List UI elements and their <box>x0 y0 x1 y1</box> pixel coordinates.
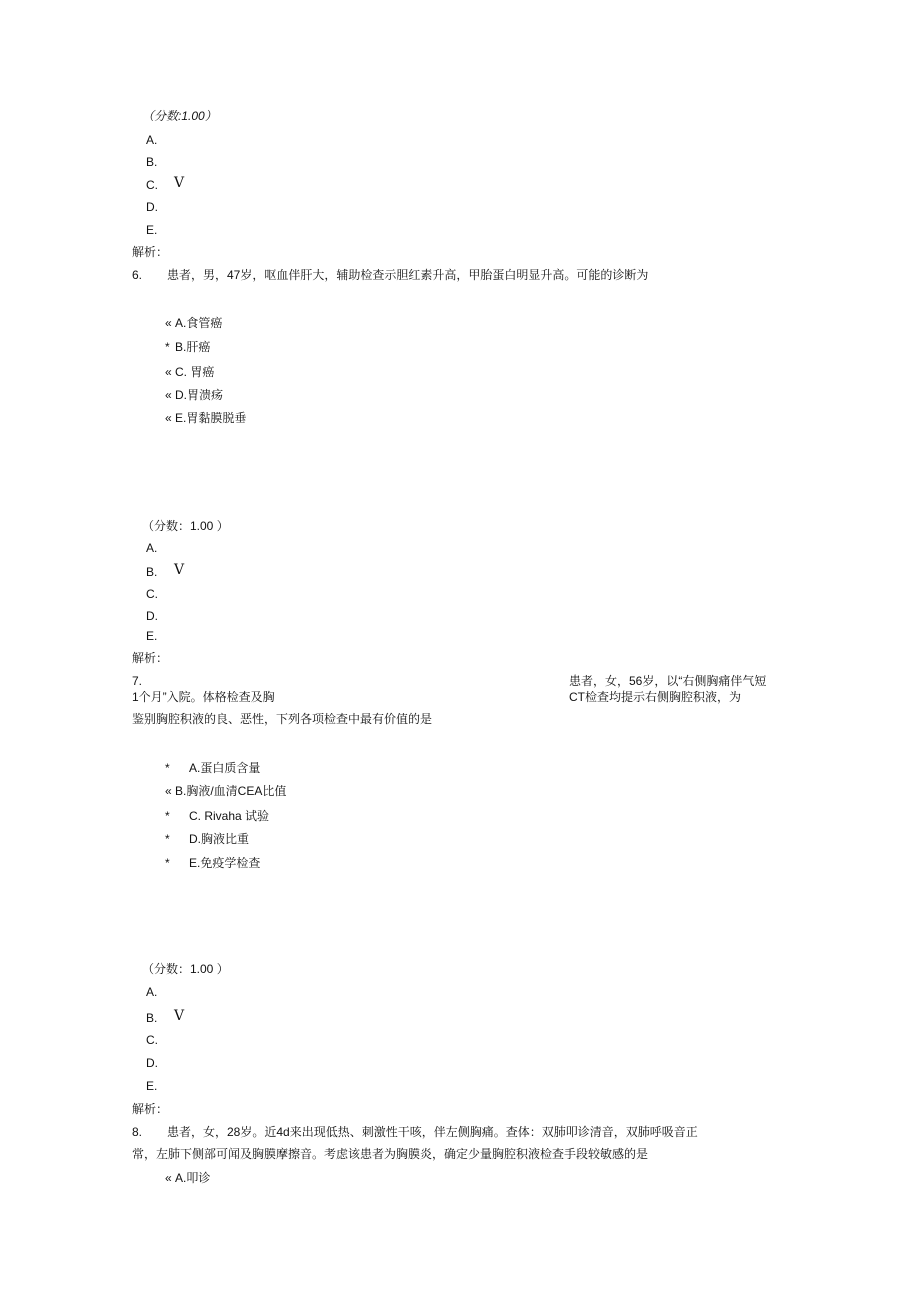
option-b: B. <box>146 565 158 579</box>
option-e: E. <box>146 1079 158 1093</box>
option-a: A. <box>146 133 158 147</box>
choice-bullet: « <box>165 411 172 425</box>
analysis-label: 解析： <box>132 651 169 665</box>
choice-label: C. Rivaha 试验 <box>189 809 270 823</box>
option-b: B. <box>146 1011 158 1025</box>
score-label: （分数：1.00 ） <box>142 962 229 976</box>
choice-b[interactable] <box>165 785 286 797</box>
choice-a[interactable] <box>165 1172 210 1184</box>
choice-label: A.食管癌 <box>175 316 223 330</box>
option-c: C. <box>146 587 158 601</box>
choice-d[interactable] <box>165 389 223 401</box>
choice-e[interactable] <box>165 412 246 424</box>
choice-label: D.胸液比重 <box>189 832 250 846</box>
choice-d[interactable] <box>165 833 249 845</box>
choice-label: A.叩诊 <box>175 1171 211 1185</box>
choice-bullet: * <box>165 856 170 870</box>
score-label: （分数:1.00） <box>142 109 217 123</box>
question-text-line-2-right: CT检查均提示右侧胸腔积液，为 <box>569 690 741 704</box>
correct-mark: V <box>174 562 185 578</box>
analysis-label: 解析： <box>132 245 169 259</box>
question-text-line-2: 常，左肺下侧部可闻及胸膜摩擦音。考虑该患者为胸膜炎，确定少量胸腔积液检查手段较敏感的是 <box>132 1147 649 1161</box>
option-b: B. <box>146 155 158 169</box>
choice-bullet: « <box>165 316 172 330</box>
option-a: A. <box>146 985 158 999</box>
choice-label: A.蛋白质含量 <box>189 761 261 775</box>
choice-label: B.肝癌 <box>175 340 211 354</box>
question-text-line-2-left: 1个月”入院。体格检查及胸 <box>132 690 275 704</box>
choice-bullet: * <box>165 832 170 846</box>
choice-label: E.胃黏膜脱垂 <box>175 411 247 425</box>
option-c: C. <box>146 1033 158 1047</box>
option-e: E. <box>146 223 158 237</box>
correct-mark: V <box>174 175 185 191</box>
choice-label: B.胸液/血清CEA比值 <box>175 784 287 798</box>
choice-bullet: * <box>165 761 170 775</box>
option-d: D. <box>146 200 158 214</box>
choice-bullet: « <box>165 388 172 402</box>
choice-bullet: « <box>165 784 172 798</box>
correct-mark: V <box>174 1008 185 1024</box>
choice-label: D.胃溃疡 <box>175 388 224 402</box>
choice-c[interactable] <box>165 366 214 378</box>
choice-label: C. 胃癌 <box>175 365 215 379</box>
question-text-line-3: 鉴别胸腔积液的良、恶性，下列各项检查中最有价值的是 <box>132 712 433 726</box>
question-text-line-1: 患者，女，56岁，以“右侧胸痛伴气短 <box>569 674 767 688</box>
choice-b[interactable] <box>165 341 210 353</box>
choice-c[interactable] <box>165 810 269 822</box>
choice-label: E.免疫学检查 <box>189 856 261 870</box>
choice-bullet: « <box>165 365 172 379</box>
choice-e[interactable] <box>165 857 260 869</box>
score-label: （分数：1.00 ） <box>142 519 229 533</box>
question-number: 6. <box>132 268 143 282</box>
question-number: 8. <box>132 1125 143 1139</box>
question-text: 患者，男，47岁，呕血伴肝大，辅助检查示胆红素升高，甲胎蛋白明显升高。可能的诊断为 <box>167 268 649 282</box>
analysis-label: 解析： <box>132 1102 169 1116</box>
question-number: 7. <box>132 674 143 688</box>
option-a: A. <box>146 541 158 555</box>
option-e: E. <box>146 629 158 643</box>
choice-bullet: « <box>165 1171 172 1185</box>
question-text-line-1: 患者，女，28岁。近4d来出现低热、刺激性干咳，伴左侧胸痛。查体：双肺叩诊清音，双肺呼吸音正 <box>167 1125 698 1139</box>
choice-a[interactable] <box>165 762 260 774</box>
choice-bullet: * <box>165 809 170 823</box>
option-d: D. <box>146 609 158 623</box>
option-d: D. <box>146 1056 158 1070</box>
option-c: C. <box>146 178 158 192</box>
choice-a[interactable] <box>165 317 222 329</box>
choice-bullet: * <box>165 340 170 354</box>
